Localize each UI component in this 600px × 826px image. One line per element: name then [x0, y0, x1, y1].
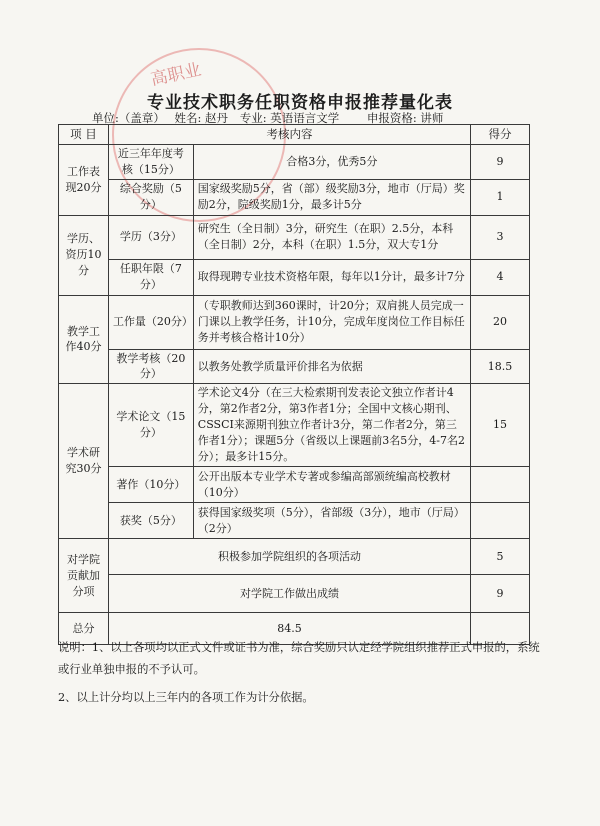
table-row — [59, 295, 530, 349]
group-total: 总分 — [59, 613, 109, 645]
group-contrib: 对学院贡献加分项 — [59, 539, 109, 613]
score-prize — [471, 503, 530, 539]
score-teach-eval: 18.5 — [471, 349, 530, 384]
unit-label: 单位:（盖章） — [92, 111, 165, 125]
table-row — [59, 215, 530, 259]
content-prize: 获得国家级奖项（5分），省部级（3分），地市（厅局）（2分） — [193, 503, 470, 539]
score-degree: 3 — [471, 215, 530, 259]
header-item: 项 目 — [59, 125, 109, 145]
content-achieve: 对学院工作做出成绩 — [108, 575, 470, 613]
table-row — [59, 575, 530, 613]
notes — [58, 637, 542, 709]
content-degree: 研究生（全日制）3分，研究生（在职）2.5分，本科（全日制）2分，本科（在职）1.5分，双大专1分 — [193, 215, 470, 259]
seal-text: 高职业 — [148, 59, 204, 91]
note-line-1: 说明：1、以上各项均以正式文件或证书为准，综合奖励只认定经学院组织推荐正式申报的，系统或行业单独申报的不予认可。 — [58, 641, 540, 676]
score-paper: 15 — [471, 384, 530, 467]
content-annual: 合格3分，优秀5分 — [193, 144, 470, 179]
sub-teach-eval: 教学考核（20分） — [108, 349, 193, 384]
content-award-comp: 国家级奖励5分，省（部）级奖励3分，地市（厅局）奖励2分，院级奖励1分，最多计5分 — [193, 179, 470, 215]
score-workload: 20 — [471, 295, 530, 349]
content-workload: （专职教师达到360课时，计20分；双肩挑人员完成一门课以上教学任务，计10分，完成年度岗位工作目标任务并考核合格计10分） — [193, 295, 470, 349]
content-book: 公开出版本专业学术专著或参编高部颁统编高校教材（10分） — [193, 467, 470, 503]
score-award-comp: 1 — [471, 179, 530, 215]
sub-prize: 获奖（5分） — [108, 503, 193, 539]
content-teach-eval: 以教务处教学质量评价排名为依据 — [193, 349, 470, 384]
sub-tenure: 任职年限（7分） — [108, 259, 193, 295]
table-row — [59, 179, 530, 215]
content-activity: 积极参加学院组织的各项活动 — [108, 539, 470, 575]
table-row — [59, 503, 530, 539]
table-row — [59, 144, 530, 179]
name-label: 姓名: 赵丹 — [174, 111, 229, 125]
sub-workload: 工作量（20分） — [108, 295, 193, 349]
group-research: 学术研究30分 — [59, 384, 109, 539]
score-book — [471, 467, 530, 503]
note-line-2: 2、以上计分均以上三年内的各项工作为计分依据。 — [58, 691, 314, 704]
content-paper: 学术论文4分（在三大检索期刊发表论文独立作者计4分，第2作者2分，第3作者1分；全国中文核心期刊、CSSCI来源期刊独立作者计3分，第二作者2分，第三作者1分）；课题5分（省级以上课题前3名5分，4-7名2分）；最多计15分。 — [193, 384, 470, 467]
score-annual: 9 — [471, 144, 530, 179]
content-total: 84.5 — [108, 613, 470, 645]
table-row — [59, 259, 530, 295]
sub-paper: 学术论文（15分） — [108, 384, 193, 467]
score-tenure: 4 — [471, 259, 530, 295]
qualification-label: 申报资格: 讲师 — [366, 111, 444, 125]
table-row — [59, 539, 530, 575]
group-teach: 教学工作40分 — [59, 295, 109, 384]
major-label: 专业: 英语语言文学 — [239, 111, 340, 125]
header-score: 得分 — [471, 125, 530, 145]
page-title: 专业技术职务任职资格申报推荐量化表 — [147, 93, 453, 113]
group-edu: 学历、资历10分 — [59, 215, 109, 295]
sub-book: 著作（10分） — [108, 467, 193, 503]
table-row — [59, 349, 530, 384]
table-row — [59, 467, 530, 503]
table-header-row — [59, 125, 530, 145]
sub-annual: 近三年年度考核（15分） — [108, 144, 193, 179]
group-work: 工作表现20分 — [59, 144, 109, 215]
sub-award-comp: 综合奖励（5分） — [108, 179, 193, 215]
score-achieve: 9 — [471, 575, 530, 613]
quantification-table — [58, 124, 530, 645]
sub-degree: 学历（3分） — [108, 215, 193, 259]
header-content: 考核内容 — [108, 125, 470, 145]
table-row — [59, 384, 530, 467]
content-tenure: 取得现聘专业技术资格年限，每年以1分计，最多计7分 — [193, 259, 470, 295]
score-activity: 5 — [471, 539, 530, 575]
